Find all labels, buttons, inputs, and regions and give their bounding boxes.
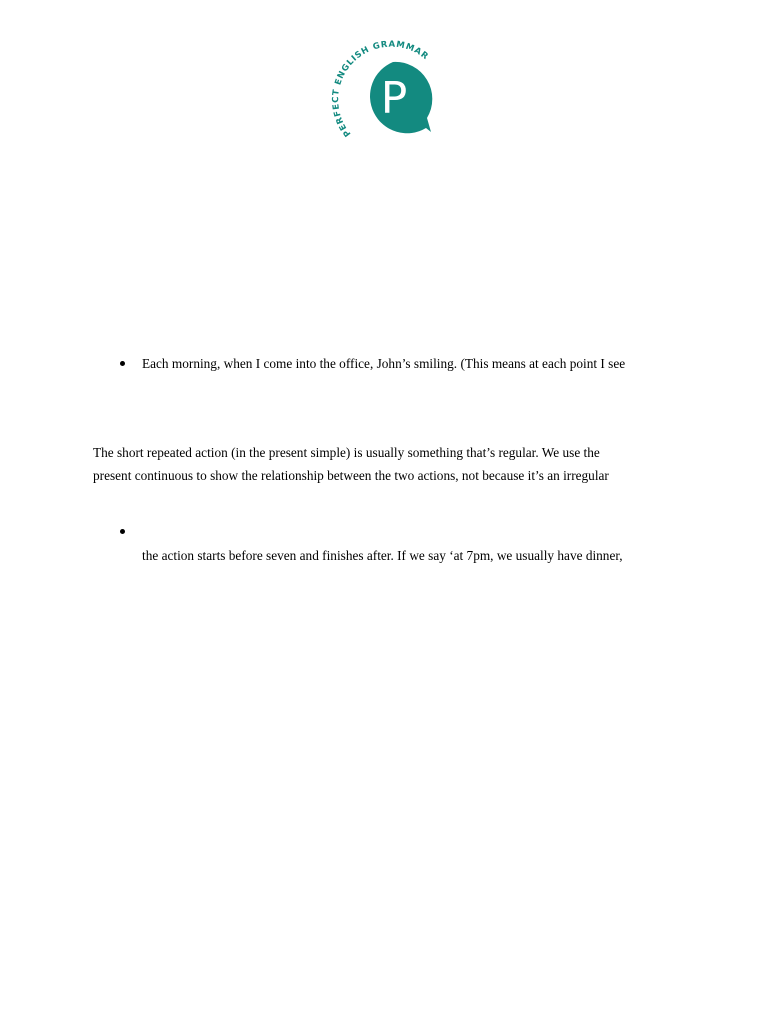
bullet-text: the action starts before seven and finishes after. If we say ‘at 7pm, we usually have dinner, bbox=[142, 548, 623, 563]
paragraph-line: The short repeated action (in the present simple) is usually something that’s regular. We use the bbox=[93, 445, 600, 460]
perfect-english-grammar-logo bbox=[330, 38, 440, 138]
bullet-marker bbox=[120, 529, 125, 534]
bullet-text: Each morning, when I come into the office, John’s smiling. (This means at each point I see bbox=[142, 356, 626, 371]
logo-brand-text: PERFECT ENGLISH GRAMMAR bbox=[331, 39, 431, 138]
paragraph-line: present continuous to show the relationship between the two actions, not because it’s an irregular bbox=[93, 468, 609, 483]
logo-letter: P bbox=[380, 73, 408, 124]
bullet-marker bbox=[120, 361, 125, 366]
